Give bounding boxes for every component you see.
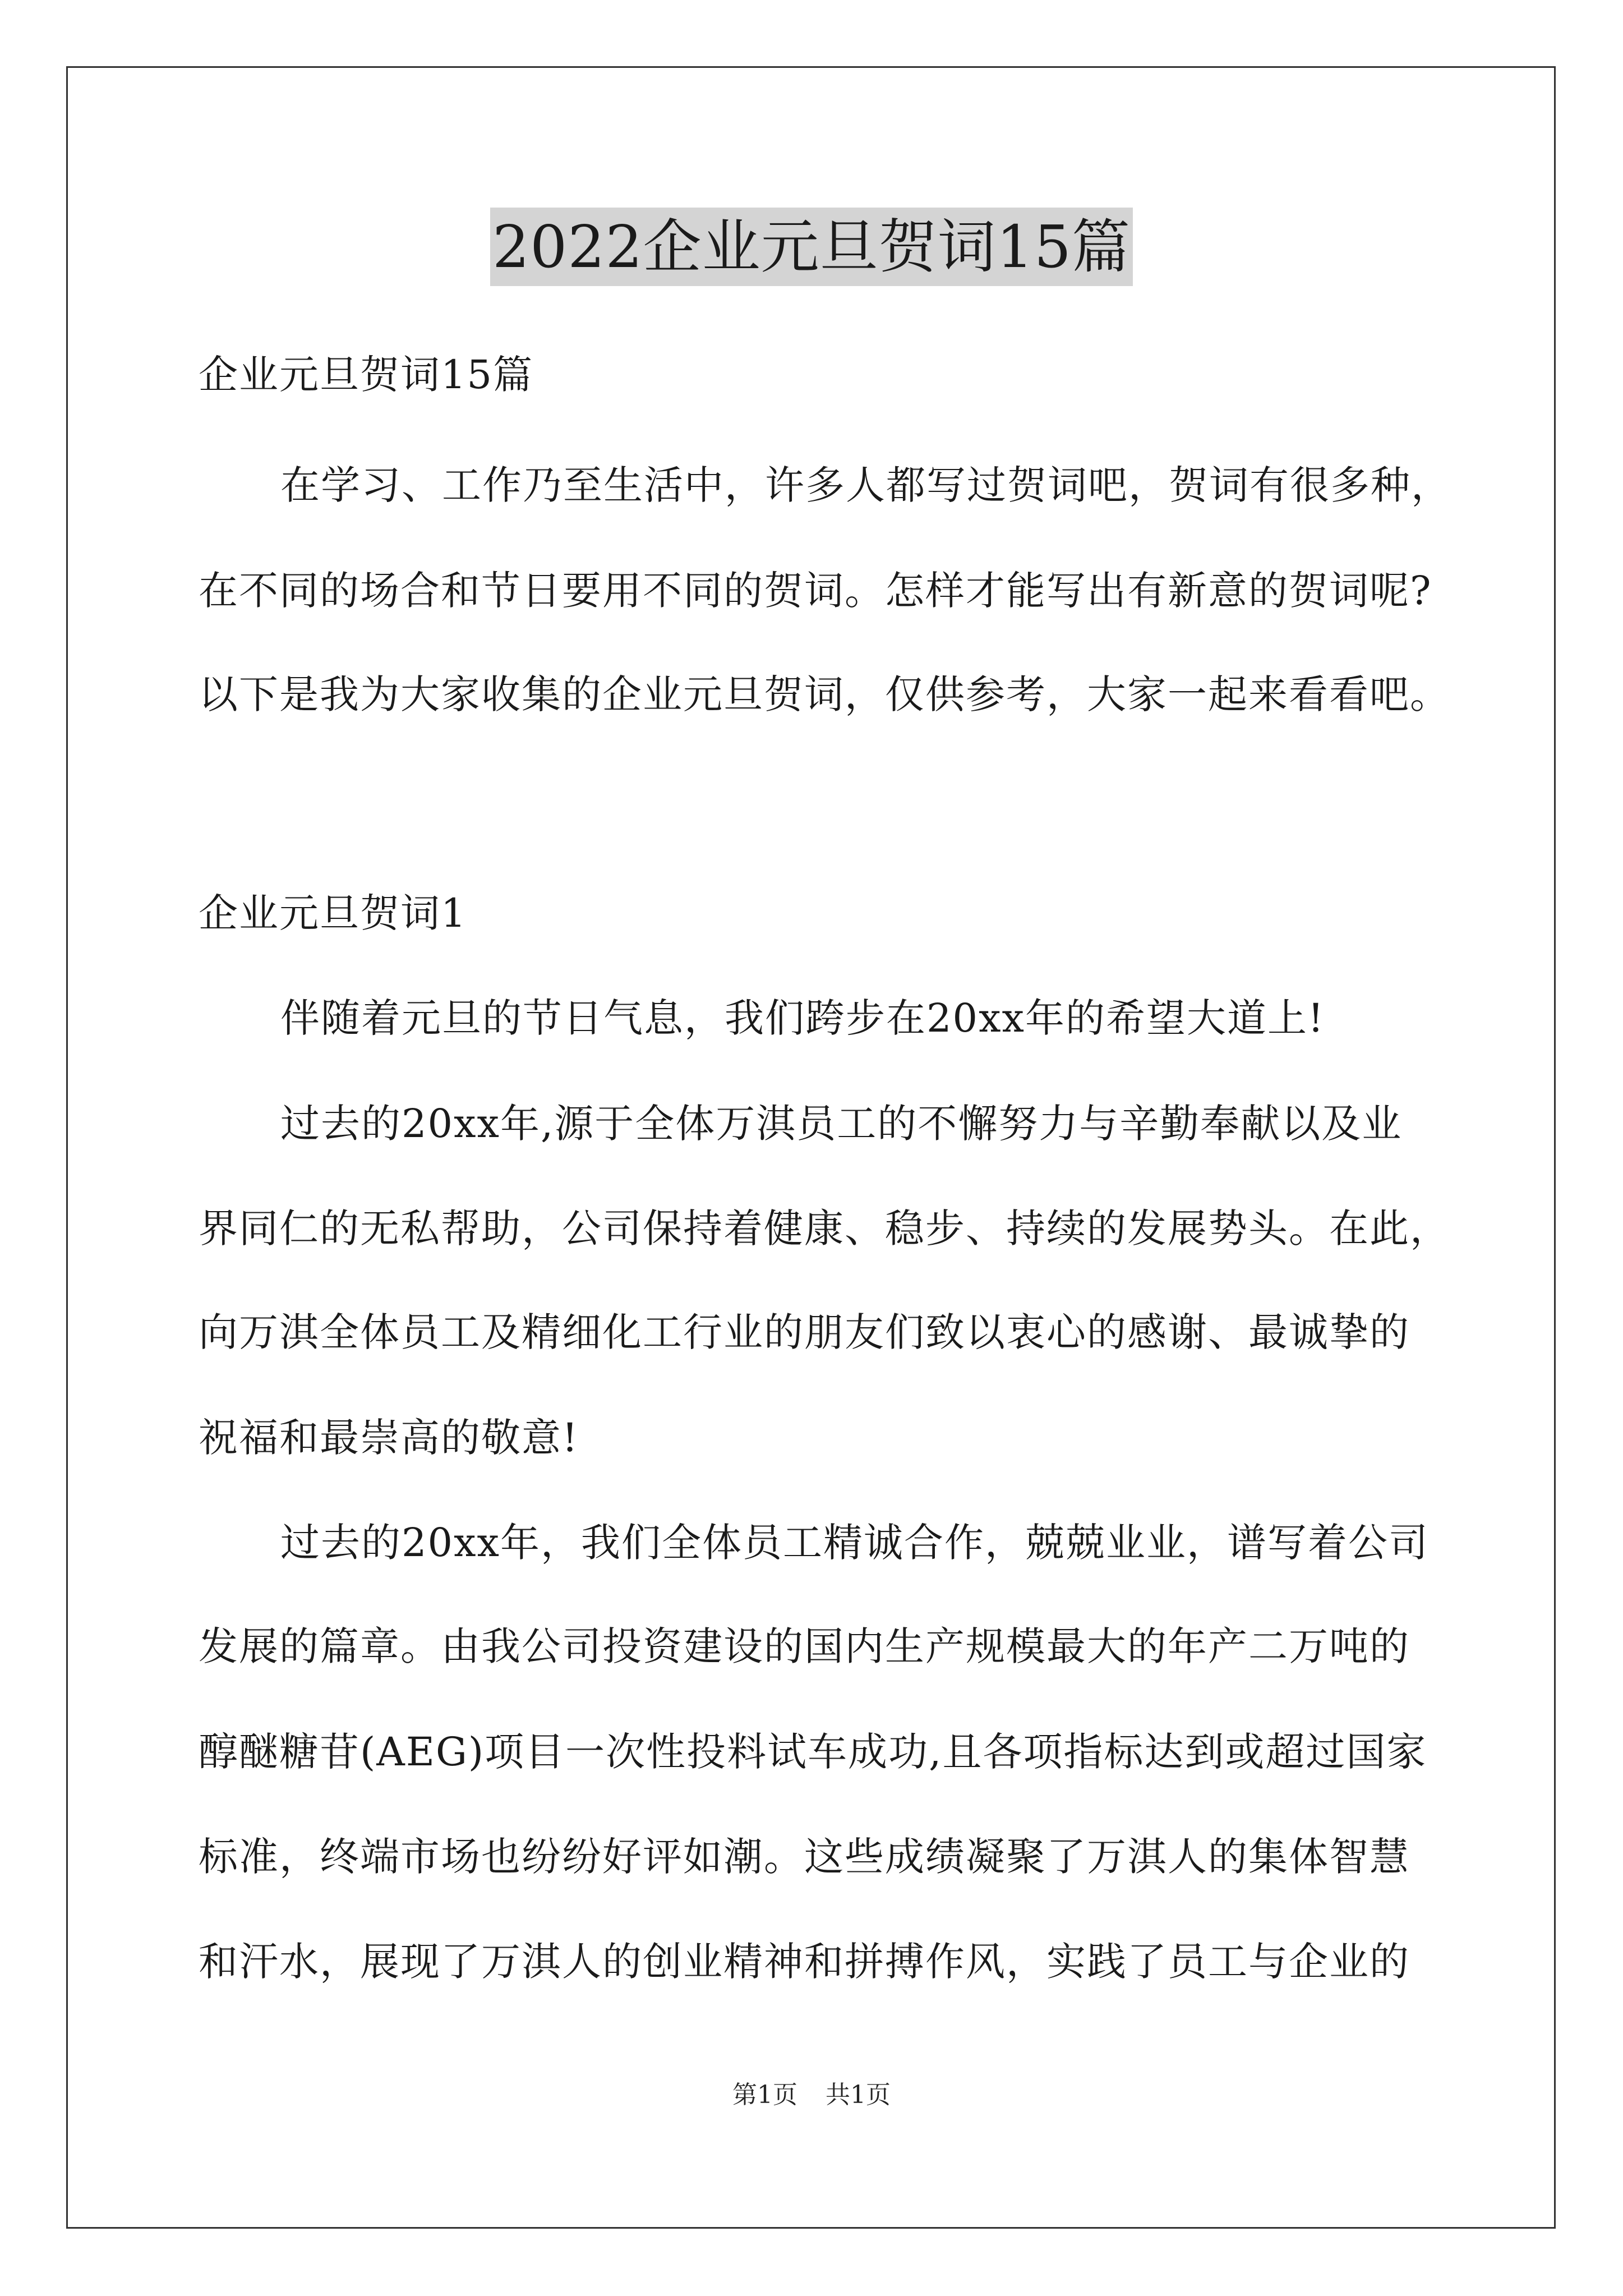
paragraph-line: 和汗水，展现了万淇人的创业精神和拼搏作风，实践了员工与企业的 [199, 1939, 1410, 1985]
paragraph-line: 向万淇全体员工及精细化工行业的朋友们致以衷心的感谢、最诚挚的 [199, 1309, 1410, 1355]
paragraph-line: 过去的20xx年，我们全体员工精诚合作，兢兢业业，谱写着公司 [280, 1520, 1430, 1566]
paragraph-line: 界同仁的无私帮助，公司保持着健康、稳步、持续的发展势头。在此， [199, 1205, 1450, 1251]
paragraph-line: 以下是我为大家收集的企业元旦贺词，仅供参考，大家一起来看看吧。 [199, 671, 1450, 717]
paragraph-line: 在学习、工作乃至生活中，许多人都写过贺词吧，贺词有很多种， [280, 462, 1451, 508]
paragraph-line: 醇醚糖苷(AEG)项目一次性投料试车成功,且各项指标达到或超过国家 [199, 1729, 1427, 1775]
document-title: 2022企业元旦贺词15篇 [490, 208, 1133, 286]
title-container [0, 208, 1623, 286]
page-number-total: 共1页 [826, 2081, 891, 2109]
paragraph-line: 伴随着元旦的节日气息，我们跨步在20xx年的希望大道上! [280, 995, 1325, 1041]
document-subtitle: 企业元旦贺词15篇 [199, 352, 534, 398]
page-footer [0, 2078, 1623, 2112]
page-number-current: 第1页 [732, 2081, 797, 2109]
section-heading: 企业元旦贺词1 [199, 890, 467, 936]
paragraph-line: 标准，终端市场也纷纷好评如潮。这些成绩凝聚了万淇人的集体智慧 [199, 1834, 1410, 1880]
paragraph-line: 过去的20xx年,源于全体万淇员工的不懈努力与辛勤奉献以及业 [280, 1101, 1403, 1147]
paragraph-line: 祝福和最崇高的敬意! [199, 1415, 579, 1461]
paragraph-line: 在不同的场合和节日要用不同的贺词。怎样才能写出有新意的贺词呢? [199, 568, 1432, 614]
paragraph-line: 发展的篇章。由我公司投资建设的国内生产规模最大的年产二万吨的 [199, 1623, 1410, 1669]
